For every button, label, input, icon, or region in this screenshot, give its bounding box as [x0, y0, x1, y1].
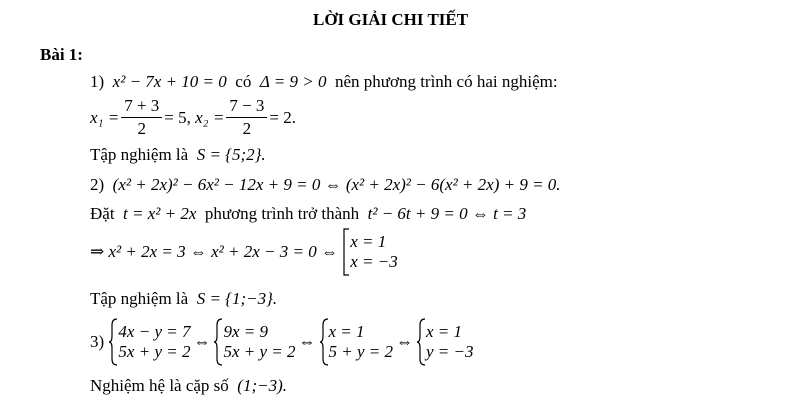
p3-result-text: Nghiệm hệ là cặp số [90, 376, 229, 395]
p2-number: 2) [90, 175, 105, 194]
x2-denominator: 2 [242, 119, 252, 138]
curly-brace-icon [416, 318, 426, 366]
p2-root-2: x = −3 [350, 252, 398, 271]
page-title: LỜI GIẢI CHI TIẾT [313, 10, 469, 29]
p3-s3-eq1: x = 1 [328, 322, 365, 341]
x1-rhs: = 5, [164, 107, 191, 127]
p1-solution-text: Tập nghiệm là [90, 145, 189, 164]
p1-roots [90, 96, 296, 139]
p3-s3-eq2: 5 + y = 2 [328, 342, 394, 361]
p2-bracket-system [342, 228, 398, 276]
x2-rhs: = 2. [269, 107, 296, 127]
p2-implication: ⇒ x² + 2x = 3 ⇔ x² + 2x − 3 = 0 ⇔ [90, 242, 338, 261]
x1-lhs: x₁ = [90, 107, 120, 127]
p3-result [90, 376, 287, 396]
p3-s1-eq1: 4x − y = 7 [118, 322, 191, 341]
p3-system-3 [319, 318, 394, 366]
p3-s4-eq2: y = −3 [426, 342, 474, 361]
x2-lhs: x₂ = [195, 107, 225, 127]
x2-fraction [226, 96, 267, 139]
p3-s4-eq1: x = 1 [426, 322, 463, 341]
curly-brace-icon [319, 318, 329, 366]
p2-solution-text: Tập nghiệm là [90, 289, 189, 308]
p3-system-1 [108, 318, 190, 366]
p2-dat: Đặt [90, 204, 115, 223]
p3-s2-eq1: 9x = 9 [223, 322, 268, 341]
p3-number: 3) [90, 332, 105, 351]
p1-co: có [235, 72, 252, 91]
p1-number: 1) [90, 72, 105, 91]
curly-brace-icon [108, 318, 118, 366]
p3-system-4 [416, 318, 474, 366]
p3-iff-1: ⇔ [193, 332, 211, 351]
p1-text: nên phương trình có hai nghiệm: [334, 72, 558, 91]
p3-s2-eq2: 5x + y = 2 [223, 342, 296, 361]
curly-brace-icon [213, 318, 223, 366]
p2-root-1: x = 1 [350, 232, 387, 251]
p2-text: phương trình trở thành [204, 204, 360, 223]
p3-iff-3: ⇔ [396, 332, 414, 351]
p1-solution [90, 145, 266, 165]
p2-equation-t: t² − 6t + 9 = 0 ⇔ t = 3 [367, 204, 527, 223]
p3-s1-eq2: 5x + y = 2 [118, 342, 191, 361]
p3-iff-2: ⇔ [298, 332, 316, 351]
x1-fraction [121, 96, 162, 139]
p3-system-2 [213, 318, 295, 366]
p1-delta: Δ = 9 > 0 [259, 72, 327, 91]
p2-line2 [90, 204, 526, 224]
p2-line3 [90, 228, 398, 276]
p2-line1 [90, 175, 561, 195]
p2-substitution: t = x² + 2x [123, 204, 197, 223]
p2-solution-set: S = {1;−3}. [196, 289, 278, 308]
x1-numerator: 7 + 3 [121, 96, 162, 118]
p1-equation: x² − 7x + 10 = 0 [112, 72, 227, 91]
x1-denominator: 2 [137, 119, 146, 138]
p3-systems [90, 318, 474, 366]
p1-solution-set: S = {5;2}. [196, 145, 266, 164]
exercise-label: Bài 1: [40, 45, 83, 64]
p3-result-value: (1;−3). [237, 376, 288, 395]
x2-numerator: 7 − 3 [226, 96, 267, 118]
p2-solution [90, 289, 277, 309]
p2-equation: (x² + 2x)² − 6x² − 12x + 9 = 0 ⇔ (x² + 2x)² − 6(x² + 2x) + 9 = 0. [112, 175, 561, 194]
p1-line1 [90, 72, 558, 92]
